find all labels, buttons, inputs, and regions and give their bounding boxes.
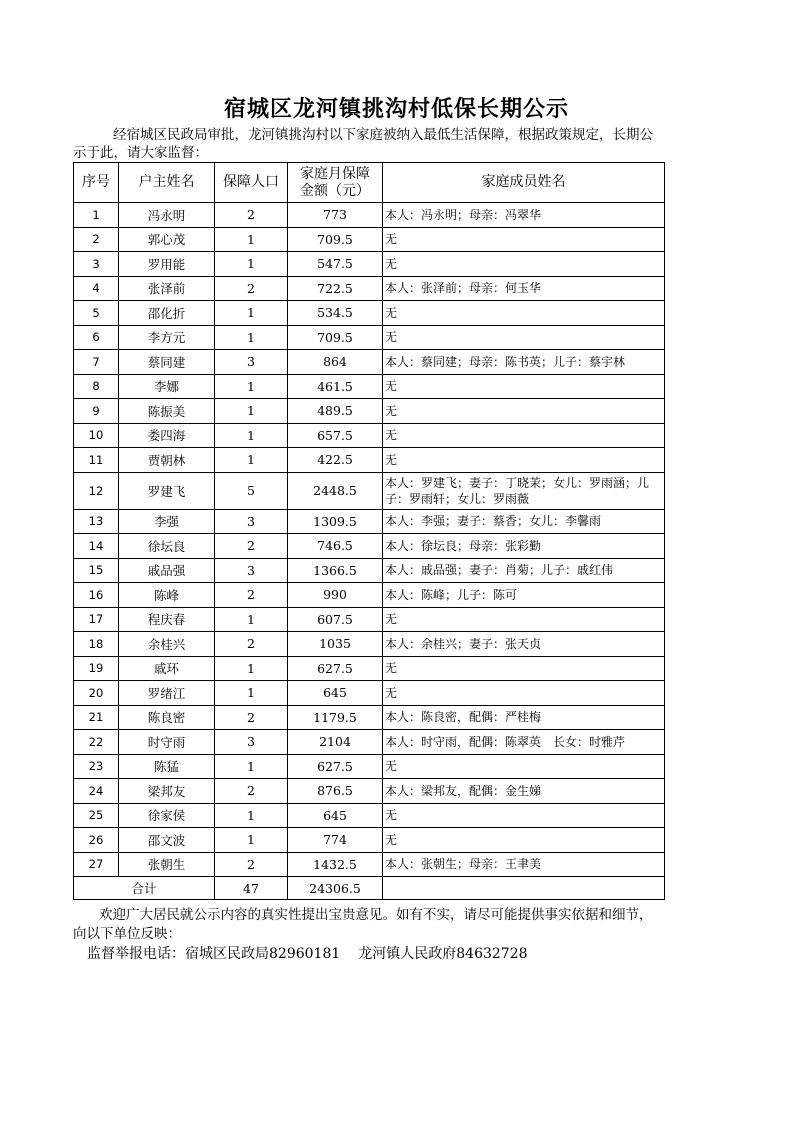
cell-covered-persons: 5: [215, 472, 288, 509]
cell-family-members: 无: [383, 227, 665, 252]
page-title: 宿城区龙河镇挑沟村低保长期公示: [223, 97, 569, 122]
table-row: [74, 754, 665, 779]
cell-household-head: 邵化折: [119, 301, 215, 326]
cell-household-head: 张朝生: [119, 852, 215, 877]
intro-paragraph: 经宿城区民政局审批，龙河镇挑沟村以下家庭被纳入最低生活保障，根据政策规定，长期公示于此，请大家监督：: [73, 127, 653, 161]
cell-serial-number: 11: [74, 448, 119, 473]
cell-covered-persons: 1: [215, 301, 288, 326]
header-serial-number: 序号: [74, 163, 119, 203]
cell-monthly-amount: 1309.5: [288, 509, 383, 534]
header-monthly-amount-line2: 金额（元）: [300, 182, 370, 199]
cell-household-head: 贾朝林: [119, 448, 215, 473]
table-row: [74, 583, 665, 608]
cell-covered-persons: 2: [215, 779, 288, 804]
cell-covered-persons: 1: [215, 227, 288, 252]
cell-household-head: 陈振美: [119, 399, 215, 424]
cell-household-head: 李娜: [119, 374, 215, 399]
cell-covered-persons: 1: [215, 803, 288, 828]
table-row: [74, 632, 665, 657]
cell-covered-persons: 1: [215, 681, 288, 706]
cell-family-members: 无: [383, 681, 665, 706]
cell-covered-persons: 1: [215, 399, 288, 424]
cell-monthly-amount: 1179.5: [288, 705, 383, 730]
table-row: [74, 252, 665, 277]
total-members: [383, 877, 665, 900]
cell-serial-number: 7: [74, 350, 119, 375]
cell-monthly-amount: 2448.5: [288, 472, 383, 509]
cell-serial-number: 18: [74, 632, 119, 657]
cell-household-head: 陈猛: [119, 754, 215, 779]
cell-household-head: 戚环: [119, 656, 215, 681]
cell-monthly-amount: 1366.5: [288, 558, 383, 583]
cell-monthly-amount: 722.5: [288, 276, 383, 301]
cell-serial-number: 3: [74, 252, 119, 277]
table-row: [74, 534, 665, 559]
table-row: [74, 276, 665, 301]
cell-monthly-amount: 2104: [288, 730, 383, 755]
cell-family-members: 无: [383, 423, 665, 448]
cell-household-head: 徐坛良: [119, 534, 215, 559]
cell-serial-number: 2: [74, 227, 119, 252]
feedback-notice: 欢迎广大居民就公示内容的真实性提出宝贵意见。如有不实，请尽可能提供事实依据和细节，向以下单位反映：: [73, 907, 653, 942]
cell-covered-persons: 2: [215, 632, 288, 657]
hotline-line: [73, 945, 665, 964]
header-household-head: 户主姓名: [119, 163, 215, 203]
cell-family-members: 无: [383, 828, 665, 853]
cell-family-members: 本人：陈良密，配偶：严桂梅: [383, 705, 665, 730]
cell-household-head: 戚品强: [119, 558, 215, 583]
cell-serial-number: 4: [74, 276, 119, 301]
cell-monthly-amount: 422.5: [288, 448, 383, 473]
table-row: [74, 852, 665, 877]
cell-covered-persons: 1: [215, 325, 288, 350]
cell-household-head: 罗用能: [119, 252, 215, 277]
cell-covered-persons: 3: [215, 558, 288, 583]
cell-covered-persons: 2: [215, 852, 288, 877]
table-row: [74, 203, 665, 228]
cell-covered-persons: 2: [215, 534, 288, 559]
table-row: [74, 472, 665, 509]
cell-family-members: 无: [383, 607, 665, 632]
table-row: [74, 399, 665, 424]
cell-monthly-amount: 461.5: [288, 374, 383, 399]
cell-family-members: 本人：陈峰；儿子：陈可: [383, 583, 665, 608]
table-row: [74, 227, 665, 252]
cell-family-members: 无: [383, 754, 665, 779]
cell-monthly-amount: 990: [288, 583, 383, 608]
cell-monthly-amount: 1035: [288, 632, 383, 657]
cell-family-members: 本人：时守雨，配偶：陈翠英 长女：时雅芹: [383, 730, 665, 755]
cell-monthly-amount: 534.5: [288, 301, 383, 326]
cell-family-members: 本人：李强；妻子：蔡香；女儿：李馨雨: [383, 509, 665, 534]
table-row: [74, 374, 665, 399]
cell-serial-number: 22: [74, 730, 119, 755]
cell-family-members: 本人：张朝生；母亲：王聿美: [383, 852, 665, 877]
table-row: [74, 558, 665, 583]
table-row: [74, 350, 665, 375]
cell-household-head: 罗建飞: [119, 472, 215, 509]
cell-covered-persons: 3: [215, 509, 288, 534]
cell-family-members: 本人：张泽前；母亲：何玉华: [383, 276, 665, 301]
cell-family-members: 本人：蔡同建；母亲：陈书英；儿子：蔡宇林: [383, 350, 665, 375]
cell-serial-number: 14: [74, 534, 119, 559]
cell-household-head: 程庆春: [119, 607, 215, 632]
cell-family-members: 无: [383, 656, 665, 681]
cell-covered-persons: 3: [215, 350, 288, 375]
cell-household-head: 时守雨: [119, 730, 215, 755]
cell-monthly-amount: 645: [288, 803, 383, 828]
cell-monthly-amount: 645: [288, 681, 383, 706]
cell-serial-number: 16: [74, 583, 119, 608]
cell-household-head: 李方元: [119, 325, 215, 350]
cell-serial-number: 13: [74, 509, 119, 534]
cell-serial-number: 6: [74, 325, 119, 350]
cell-monthly-amount: 746.5: [288, 534, 383, 559]
cell-family-members: 无: [383, 448, 665, 473]
total-amount: 24306.5: [288, 877, 383, 900]
cell-family-members: 本人：余桂兴；妻子：张天贞: [383, 632, 665, 657]
table-row: [74, 607, 665, 632]
cell-covered-persons: 1: [215, 448, 288, 473]
cell-family-members: 无: [383, 803, 665, 828]
cell-covered-persons: 3: [215, 730, 288, 755]
cell-covered-persons: 1: [215, 607, 288, 632]
table-row: [74, 448, 665, 473]
cell-monthly-amount: 489.5: [288, 399, 383, 424]
cell-monthly-amount: 876.5: [288, 779, 383, 804]
cell-serial-number: 23: [74, 754, 119, 779]
cell-monthly-amount: 774: [288, 828, 383, 853]
total-row: [74, 877, 665, 900]
cell-monthly-amount: 657.5: [288, 423, 383, 448]
cell-covered-persons: 2: [215, 203, 288, 228]
cell-monthly-amount: 607.5: [288, 607, 383, 632]
cell-covered-persons: 1: [215, 423, 288, 448]
cell-family-members: 本人：冯永明；母亲：冯翠华: [383, 203, 665, 228]
header-covered-persons: 保障人口: [215, 163, 288, 203]
table-row: [74, 705, 665, 730]
cell-household-head: 张泽前: [119, 276, 215, 301]
cell-household-head: 蔡同建: [119, 350, 215, 375]
cell-covered-persons: 1: [215, 374, 288, 399]
table-row: [74, 509, 665, 534]
cell-household-head: 娄四海: [119, 423, 215, 448]
cell-family-members: 本人：梁邦友，配偶：金生娣: [383, 779, 665, 804]
cell-covered-persons: 1: [215, 252, 288, 277]
cell-household-head: 邵文波: [119, 828, 215, 853]
table-row: [74, 656, 665, 681]
contact-civil-affairs: 宿城区民政局82960181: [185, 946, 341, 962]
cell-household-head: 李强: [119, 509, 215, 534]
cell-monthly-amount: 864: [288, 350, 383, 375]
cell-covered-persons: 1: [215, 656, 288, 681]
cell-family-members: 无: [383, 325, 665, 350]
cell-family-members: 无: [383, 399, 665, 424]
cell-monthly-amount: 1432.5: [288, 852, 383, 877]
footer-notice: [73, 906, 665, 964]
cell-covered-persons: 1: [215, 828, 288, 853]
table-row: [74, 681, 665, 706]
header-monthly-amount-line1: 家庭月保障: [300, 165, 370, 182]
cell-serial-number: 17: [74, 607, 119, 632]
cell-serial-number: 25: [74, 803, 119, 828]
total-count: 47: [215, 877, 288, 900]
cell-serial-number: 21: [74, 705, 119, 730]
contact-town-government: 龙河镇人民政府84632728: [358, 946, 528, 962]
table-row: [74, 423, 665, 448]
cell-monthly-amount: 627.5: [288, 656, 383, 681]
table-row: [74, 828, 665, 853]
subsistence-allowance-table: [73, 162, 665, 900]
cell-serial-number: 20: [74, 681, 119, 706]
cell-covered-persons: 2: [215, 705, 288, 730]
cell-serial-number: 12: [74, 472, 119, 509]
cell-monthly-amount: 547.5: [288, 252, 383, 277]
cell-serial-number: 5: [74, 301, 119, 326]
cell-serial-number: 26: [74, 828, 119, 853]
cell-covered-persons: 1: [215, 754, 288, 779]
table-row: [74, 803, 665, 828]
cell-household-head: 徐家侯: [119, 803, 215, 828]
total-label: 合计: [74, 877, 215, 900]
header-monthly-amount: [288, 163, 383, 203]
cell-family-members: 无: [383, 252, 665, 277]
cell-family-members: 无: [383, 374, 665, 399]
cell-household-head: 陈峰: [119, 583, 215, 608]
cell-serial-number: 19: [74, 656, 119, 681]
cell-household-head: 梁邦友: [119, 779, 215, 804]
hotline-label: 监督举报电话：: [87, 946, 185, 962]
cell-serial-number: 8: [74, 374, 119, 399]
cell-household-head: 陈良密: [119, 705, 215, 730]
cell-family-members: 本人：徐坛良；母亲：张彩勤: [383, 534, 665, 559]
cell-serial-number: 9: [74, 399, 119, 424]
cell-serial-number: 24: [74, 779, 119, 804]
cell-family-members: 本人：罗建飞；妻子：丁晓茉；女儿：罗雨涵；儿子：罗雨轩；女儿：罗雨薇: [383, 472, 665, 509]
table-row: [74, 779, 665, 804]
cell-family-members: 本人：戚品强；妻子：肖菊；儿子：戚红伟: [383, 558, 665, 583]
table-header-row: [74, 163, 665, 203]
header-family-members: 家庭成员姓名: [383, 163, 665, 203]
cell-family-members: 无: [383, 301, 665, 326]
cell-serial-number: 10: [74, 423, 119, 448]
cell-serial-number: 27: [74, 852, 119, 877]
table-body: [74, 203, 665, 877]
cell-covered-persons: 2: [215, 583, 288, 608]
table-row: [74, 730, 665, 755]
cell-covered-persons: 2: [215, 276, 288, 301]
cell-serial-number: 15: [74, 558, 119, 583]
table-row: [74, 301, 665, 326]
table-row: [74, 325, 665, 350]
cell-household-head: 罗绪江: [119, 681, 215, 706]
cell-monthly-amount: 709.5: [288, 227, 383, 252]
cell-household-head: 余桂兴: [119, 632, 215, 657]
cell-monthly-amount: 773: [288, 203, 383, 228]
cell-household-head: 冯永明: [119, 203, 215, 228]
cell-household-head: 郭心茂: [119, 227, 215, 252]
cell-monthly-amount: 627.5: [288, 754, 383, 779]
cell-monthly-amount: 709.5: [288, 325, 383, 350]
cell-serial-number: 1: [74, 203, 119, 228]
